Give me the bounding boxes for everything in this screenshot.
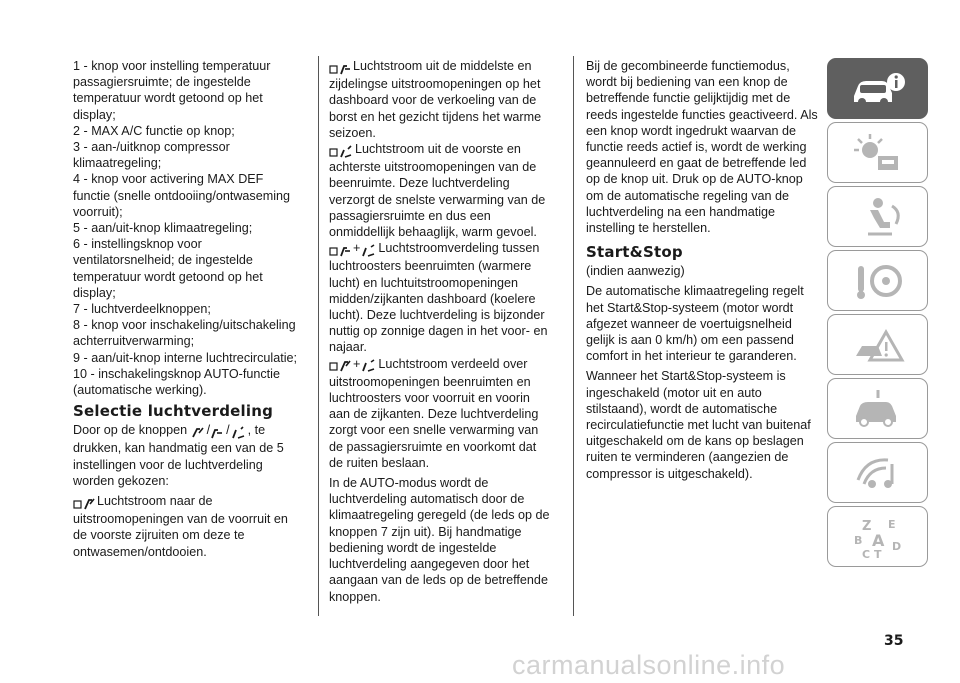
face-feet-airflow-mode-icon bbox=[329, 242, 351, 258]
paragraph: De automatische klimaatregeling regelt het Start&Stop-systeem (motor wordt afgezet wanneer de voertuigsnelheid gelijk is aan 0 km/h) om een passend comfort in het interieur te garanderen. bbox=[586, 284, 804, 364]
intro-text-cont: , te drukken, kan handmatig een van de 5 instellingen voor de luchtverdeling worden gekozen: bbox=[73, 423, 284, 488]
auto-mode-paragraph: In de AUTO-modus wordt de luchtverdeling automatisch door de klimaatregeling geregeld (de leds op de knoppen 7 zijn uit). Bij handmatige bediening wordt de ingestelde luchtverdeling aangegeven door het aangaan van de leds op de betreffende knoppen. bbox=[329, 476, 550, 604]
section-heading: Selectie luchtverdeling bbox=[73, 402, 274, 421]
chapter-tabs bbox=[827, 58, 928, 570]
airflow-option-3 bbox=[329, 141, 551, 240]
index-letter: T bbox=[873, 547, 882, 560]
list-item: 8 - knop voor inschakeling/uitschakeling achterruitverwarming; bbox=[73, 318, 296, 349]
index-letter: Z bbox=[861, 518, 871, 534]
face-airflow-mode-icon bbox=[329, 60, 351, 76]
tab-driving[interactable] bbox=[827, 250, 928, 311]
index-letter: B bbox=[853, 533, 862, 547]
list-item: 10 - inschakelingsknop AUTO-functie (automatische werking). bbox=[73, 366, 280, 398]
list-item: 4 - knop voor activering MAX DEF functie (snelle ontdooiing/ontwaseming voorruit); bbox=[73, 172, 291, 219]
lights-sun-icon bbox=[848, 130, 908, 176]
feet-airflow-mode-icon bbox=[329, 143, 353, 159]
plus-sign: + bbox=[353, 356, 361, 371]
option-text: Luchtstroomverdeling tussen luchtroosters beenruimten (warmere lucht) en luchtuitstroomopeningen midden/zijkanten dashboard (koelere lucht). Deze luchtverdeling is bijzonder nuttig op zonnige dagen in het voor- en najaar. bbox=[329, 241, 548, 355]
list-item: 3 - aan-/uitknop compressor klimaatregeling; bbox=[73, 140, 230, 171]
seat-airbag-icon bbox=[848, 194, 908, 240]
combined-mode-paragraph: Bij de gecombineerde functiemodus, wordt bij bediening van een knop de betreffende functie gelijktijdig met de reeds ingestelde functies geactiveerd. Als een knop wordt ingedrukt waarvan de functie reeds actief is, wordt de werking geannuleerd en gaat de betreffende led op de knop uit. Druk op de AUTO-knop om de automatische regeling van de luchtverdeling na een handmatige instelling te herstellen. bbox=[586, 59, 818, 236]
airflow-option-2 bbox=[329, 58, 551, 141]
intro-paragraph bbox=[73, 422, 299, 489]
text-column-1 bbox=[73, 58, 299, 560]
column-divider bbox=[573, 56, 574, 616]
warning-road-icon bbox=[848, 322, 908, 368]
face-airflow-icon bbox=[210, 424, 224, 440]
car-info-icon bbox=[848, 66, 908, 112]
feet-airflow-icon bbox=[230, 424, 246, 440]
section-heading: Start&Stop bbox=[586, 243, 683, 262]
paragraph: Wanneer het Start&Stop-systeem is ingeschakeld (motor uit en auto stilstaand), wordt de automatische recirculatiefunctie met lucht van buitenaf uitgeschakeld om de kans op beslagen ruiten te verminderen (aangezien de compressor is uitgeschakeld). bbox=[586, 369, 811, 481]
mode-indicator-icon bbox=[73, 495, 95, 511]
index-letters-icon bbox=[848, 514, 908, 560]
option-text: Luchtstroom naar de uitstroomopeningen van de voorruit en de voorste zijruiten om deze te ontwasemen/ontdooien. bbox=[73, 494, 288, 559]
intro-text: Door op de knoppen bbox=[73, 423, 188, 438]
tab-car-info[interactable] bbox=[827, 58, 928, 119]
index-letter: C bbox=[861, 547, 870, 560]
tab-maintenance[interactable] bbox=[827, 378, 928, 439]
airflow-option-5 bbox=[329, 356, 551, 471]
tab-emergency[interactable] bbox=[827, 314, 928, 375]
airflow-option-4 bbox=[329, 240, 551, 355]
index-letter: D bbox=[891, 539, 901, 553]
list-item: 6 - instellingsknop voor ventilatorsnelheid; de ingestelde temperatuur wordt getoond op het display; bbox=[73, 237, 263, 300]
key-steering-icon bbox=[848, 258, 908, 304]
feet-airflow-icon bbox=[360, 242, 376, 258]
subheading: (indien aanwezig) bbox=[586, 264, 685, 279]
feet-airflow-icon bbox=[360, 358, 376, 374]
text-column-3 bbox=[586, 58, 818, 482]
tab-multimedia[interactable] bbox=[827, 442, 928, 503]
list-item: 5 - aan/uit-knop klimaatregeling; bbox=[73, 221, 253, 236]
option-text: Luchtstroom uit de voorste en achterste uitstroomopeningen van de beenruimte. Deze luchtverdeling verzorgt de snelste verwarming van de passagiersruimte en dus een onmiddellijk behaaglijk, warm gevoel. bbox=[329, 142, 546, 240]
multimedia-icon bbox=[848, 450, 908, 496]
tab-index[interactable] bbox=[827, 506, 928, 567]
list-item: 2 - MAX A/C functie op knop; bbox=[73, 123, 235, 138]
watermark: carmanualsonline.info bbox=[512, 650, 786, 680]
text-column-2 bbox=[329, 58, 551, 605]
separator: / bbox=[226, 423, 230, 438]
list-item: 7 - luchtverdeelknoppen; bbox=[73, 302, 211, 317]
column-divider bbox=[318, 56, 319, 616]
index-letter: E bbox=[887, 517, 896, 531]
index-letter: A bbox=[871, 530, 884, 550]
car-service-icon bbox=[848, 386, 908, 432]
plus-sign: + bbox=[353, 241, 361, 256]
windshield-airflow-icon bbox=[191, 424, 205, 440]
list-item: 9 - aan/uit-knop interne luchtrecirculatie; bbox=[73, 350, 298, 365]
tab-safety[interactable] bbox=[827, 186, 928, 247]
page-number: 35 bbox=[884, 633, 904, 649]
option-text: Luchtstroom uit de middelste en zijdelingse uitstroomopeningen op het dashboard voor de verkoeling van de borst en het gezicht tijdens het warme seizoen. bbox=[329, 59, 542, 140]
list-item: 1 - knop voor instelling temperatuur passagiersruimte; de ingestelde temperatuur wordt getoond op het display; bbox=[73, 59, 271, 122]
windshield-feet-airflow-mode-icon bbox=[329, 358, 351, 374]
tab-lights[interactable] bbox=[827, 122, 928, 183]
separator: / bbox=[206, 423, 211, 438]
airflow-option-1 bbox=[73, 493, 299, 560]
option-text: Luchtstroom verdeeld over uitstroomopeningen beenruimten en luchtroosters voor voorruit en voorin aan de zijkanten. Deze luchtverdeling zorgt voor een snelle verwarming van de passagiersruimte en voorkomt dat de ruiten beslaan. bbox=[329, 356, 539, 470]
